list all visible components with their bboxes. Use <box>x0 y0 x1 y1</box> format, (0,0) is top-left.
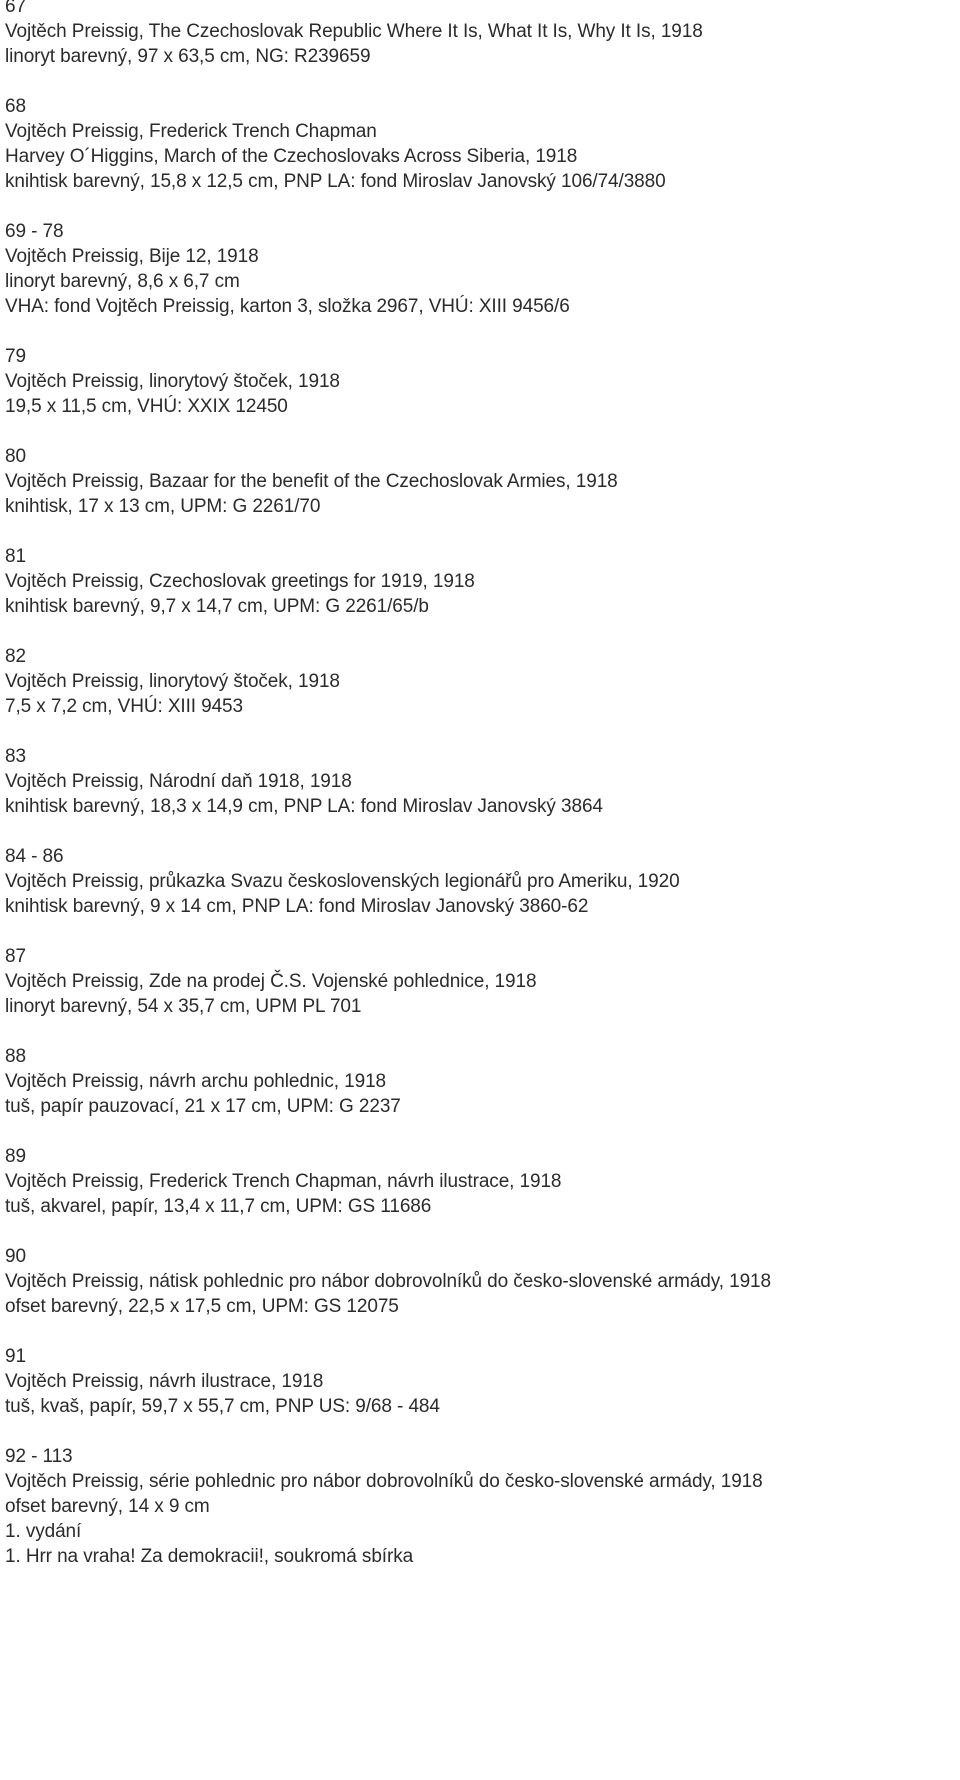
catalogue-entry <box>5 644 955 719</box>
entry-number: 81 <box>5 546 26 567</box>
entry-line: Vojtěch Preissig, linorytový štoček, 1918 <box>5 671 340 692</box>
entry-line: 1. Hrr na vraha! Za demokracii!, soukromá sbírka <box>5 1546 414 1567</box>
entry-line: Vojtěch Preissig, Bije 12, 1918 <box>5 246 259 267</box>
entry-line: Vojtěch Preissig, návrh ilustrace, 1918 <box>5 1371 324 1392</box>
entry-line: Harvey O´Higgins, March of the Czechoslovaks Across Siberia, 1918 <box>5 146 578 167</box>
entry-line: Vojtěch Preissig, Bazaar for the benefit of the Czechoslovak Armies, 1918 <box>5 471 618 492</box>
entry-line: 19,5 x 11,5 cm, VHÚ: XXIX 12450 <box>5 396 288 417</box>
entry-number: 92 - 113 <box>5 1446 73 1467</box>
entry-number: 68 <box>5 96 26 117</box>
entry-number: 90 <box>5 1246 26 1267</box>
catalogue-entry <box>5 219 955 319</box>
entry-line: ofset barevný, 14 x 9 cm <box>5 1496 210 1517</box>
catalogue-entry <box>5 444 955 519</box>
catalogue-entry <box>5 1044 955 1119</box>
catalogue-list <box>5 0 955 1594</box>
entry-line: tuš, akvarel, papír, 13,4 x 11,7 cm, UPM: GS 11686 <box>5 1196 432 1217</box>
entry-number: 67 <box>5 0 26 17</box>
catalogue-entry <box>5 1444 955 1569</box>
entry-line: linoryt barevný, 97 x 63,5 cm, NG: R239659 <box>5 46 371 67</box>
entry-line: linoryt barevný, 8,6 x 6,7 cm <box>5 271 240 292</box>
entry-number: 83 <box>5 746 26 767</box>
catalogue-entry <box>5 94 955 194</box>
catalogue-entry <box>5 1244 955 1319</box>
entry-line: Vojtěch Preissig, nátisk pohlednic pro nábor dobrovolníků do česko-slovenské armády, 1918 <box>5 1271 771 1292</box>
entry-line: knihtisk barevný, 18,3 x 14,9 cm, PNP LA: fond Miroslav Janovský 3864 <box>5 796 603 817</box>
entry-line: linoryt barevný, 54 x 35,7 cm, UPM PL 701 <box>5 996 362 1017</box>
entry-line: knihtisk barevný, 9,7 x 14,7 cm, UPM: G 2261/65/b <box>5 596 429 617</box>
entry-number: 69 - 78 <box>5 221 64 242</box>
entry-line: Vojtěch Preissig, průkazka Svazu československých legionářů pro Ameriku, 1920 <box>5 871 680 892</box>
entry-line: Vojtěch Preissig, Czechoslovak greetings for 1919, 1918 <box>5 571 475 592</box>
catalogue-entry <box>5 844 955 919</box>
entry-number: 84 - 86 <box>5 846 64 867</box>
entry-line: VHA: fond Vojtěch Preissig, karton 3, složka 2967, VHÚ: XIII 9456/6 <box>5 296 570 317</box>
entry-line: Vojtěch Preissig, série pohlednic pro nábor dobrovolníků do česko-slovenské armády, 1918 <box>5 1471 763 1492</box>
entry-line: knihtisk barevný, 9 x 14 cm, PNP LA: fond Miroslav Janovský 3860-62 <box>5 896 589 917</box>
entry-number: 79 <box>5 346 26 367</box>
entry-line: Vojtěch Preissig, Frederick Trench Chapman <box>5 121 377 142</box>
entry-number: 82 <box>5 646 26 667</box>
catalogue-entry <box>5 944 955 1019</box>
entry-line: tuš, kvaš, papír, 59,7 x 55,7 cm, PNP US: 9/68 - 484 <box>5 1396 440 1417</box>
catalogue-entry <box>5 744 955 819</box>
entry-line: ofset barevný, 22,5 x 17,5 cm, UPM: GS 12075 <box>5 1296 399 1317</box>
catalogue-entry <box>5 1344 955 1419</box>
entry-line: 1. vydání <box>5 1521 82 1542</box>
entry-line: Vojtěch Preissig, Národní daň 1918, 1918 <box>5 771 352 792</box>
entry-number: 80 <box>5 446 26 467</box>
entry-number: 91 <box>5 1346 26 1367</box>
entry-number: 87 <box>5 946 26 967</box>
entry-line: 7,5 x 7,2 cm, VHÚ: XIII 9453 <box>5 696 243 717</box>
entry-line: knihtisk, 17 x 13 cm, UPM: G 2261/70 <box>5 496 321 517</box>
entry-line: Vojtěch Preissig, The Czechoslovak Republic Where It Is, What It Is, Why It Is, 1918 <box>5 21 703 42</box>
entry-line: knihtisk barevný, 15,8 x 12,5 cm, PNP LA: fond Miroslav Janovský 106/74/3880 <box>5 171 666 192</box>
entry-number: 89 <box>5 1146 26 1167</box>
catalogue-entry <box>5 344 955 419</box>
entry-line: Vojtěch Preissig, Frederick Trench Chapman, návrh ilustrace, 1918 <box>5 1171 562 1192</box>
entry-number: 88 <box>5 1046 26 1067</box>
catalogue-entry <box>5 1144 955 1219</box>
catalogue-entry <box>5 0 955 69</box>
entry-line: Vojtěch Preissig, linorytový štoček, 1918 <box>5 371 340 392</box>
entry-line: tuš, papír pauzovací, 21 x 17 cm, UPM: G 2237 <box>5 1096 401 1117</box>
entry-line: Vojtěch Preissig, Zde na prodej Č.S. Vojenské pohlednice, 1918 <box>5 971 537 992</box>
catalogue-entry <box>5 544 955 619</box>
entry-line: Vojtěch Preissig, návrh archu pohlednic, 1918 <box>5 1071 387 1092</box>
